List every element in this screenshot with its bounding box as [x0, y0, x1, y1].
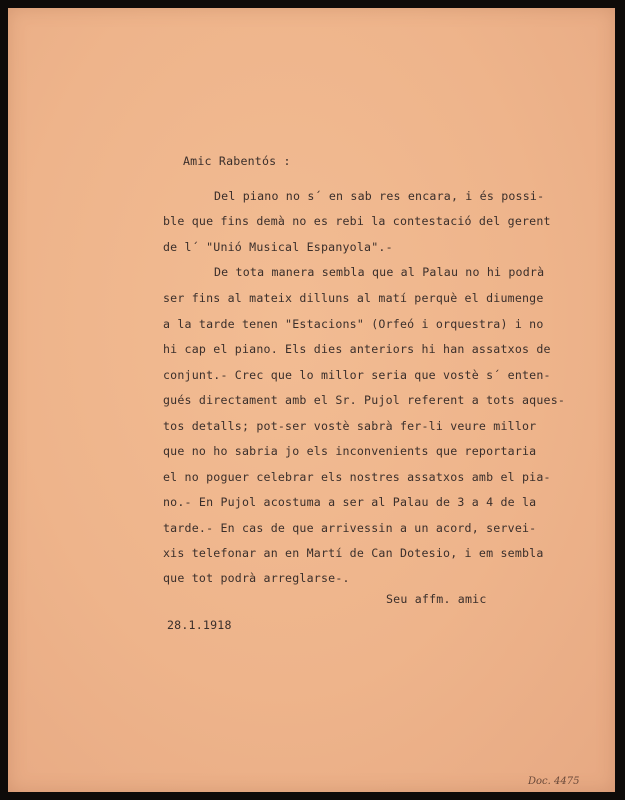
letter-line: el no poguer celebrar els nostres assatxos amb el pia- — [163, 470, 551, 484]
letter-line: Del piano no s´ en sab res encara, i és possi- — [214, 189, 545, 203]
closing: Seu affm. amic — [386, 592, 487, 606]
letter-line: tarde.- En cas de que arrivessin a un acord, servei- — [163, 521, 537, 535]
letter-line: De tota manera sembla que al Palau no hi podrà — [214, 265, 545, 279]
letter-line: tos detalls; pot-ser vostè sabrà fer-li veure millor — [163, 419, 537, 433]
letter-line: ser fins al mateix dilluns al matí perquè el diumenge — [163, 291, 544, 305]
letter-line: de l´ "Unió Musical Espanyola".- — [163, 240, 393, 254]
letter-line: a la tarde tenen "Estacions" (Orfeó i orquestra) i no — [163, 317, 544, 331]
letter-line: que no ho sabria jo els inconvenients que reportaria — [163, 444, 537, 458]
letter-date: 28.1.1918 — [167, 618, 232, 632]
letter-line: no.- En Pujol acostuma a ser al Palau de 3 a 4 de la — [163, 495, 537, 509]
letter-line: gués directament amb el Sr. Pujol referent a tots aques- — [163, 393, 566, 407]
letter-line: que tot podrà arreglarse-. — [163, 571, 350, 585]
letter-line: ble que fins demà no es rebi la contestació del gerent — [163, 214, 551, 228]
letter-page — [8, 8, 615, 792]
letter-line: hi cap el piano. Els dies anteriors hi han assatxos de — [163, 342, 551, 356]
letter-line: xis telefonar an en Martí de Can Dotesio, i em sembla — [163, 546, 544, 560]
archive-reference: Doc. 4475 — [528, 776, 580, 787]
letter-line: conjunt.- Crec que lo millor seria que vostè s´ enten- — [163, 368, 551, 382]
salutation: Amic Rabentós : — [183, 154, 291, 168]
